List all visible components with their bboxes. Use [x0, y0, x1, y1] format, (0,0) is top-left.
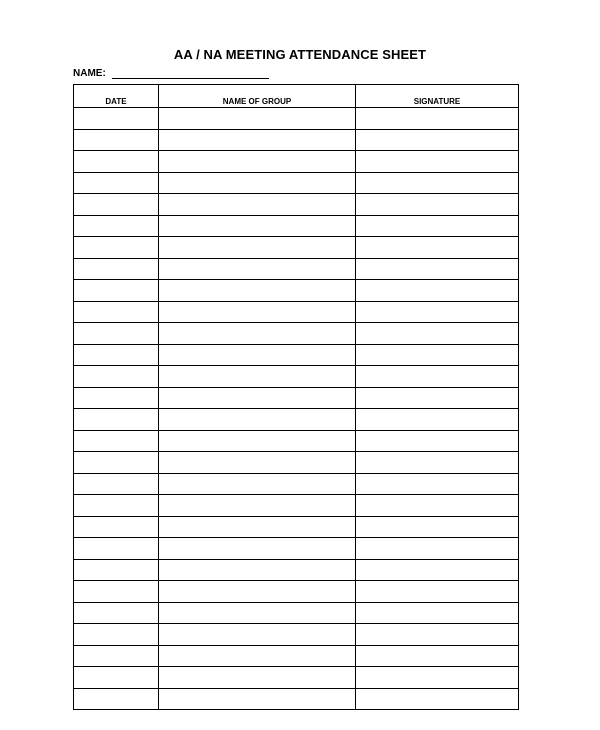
signature-cell[interactable]	[356, 430, 519, 452]
group-cell[interactable]	[159, 688, 356, 710]
group-cell[interactable]	[159, 409, 356, 431]
date-cell[interactable]	[74, 538, 159, 560]
signature-cell[interactable]	[356, 495, 519, 517]
table-row	[74, 409, 519, 431]
date-cell[interactable]	[74, 237, 159, 259]
date-cell[interactable]	[74, 215, 159, 237]
date-cell[interactable]	[74, 645, 159, 667]
signature-cell[interactable]	[356, 366, 519, 388]
date-cell[interactable]	[74, 473, 159, 495]
table-row	[74, 602, 519, 624]
table-row	[74, 581, 519, 603]
table-row	[74, 172, 519, 194]
table-row	[74, 667, 519, 689]
date-cell[interactable]	[74, 258, 159, 280]
group-cell[interactable]	[159, 129, 356, 151]
signature-cell[interactable]	[356, 151, 519, 173]
column-header-group: NAME OF GROUP	[159, 85, 356, 108]
date-cell[interactable]	[74, 366, 159, 388]
date-cell[interactable]	[74, 409, 159, 431]
signature-cell[interactable]	[356, 323, 519, 345]
signature-cell[interactable]	[356, 473, 519, 495]
group-cell[interactable]	[159, 667, 356, 689]
group-cell[interactable]	[159, 215, 356, 237]
date-cell[interactable]	[74, 280, 159, 302]
table-row	[74, 452, 519, 474]
group-cell[interactable]	[159, 516, 356, 538]
signature-cell[interactable]	[356, 667, 519, 689]
name-label: NAME:	[73, 68, 106, 79]
date-cell[interactable]	[74, 452, 159, 474]
group-cell[interactable]	[159, 258, 356, 280]
group-cell[interactable]	[159, 538, 356, 560]
name-blank-line[interactable]	[112, 68, 269, 79]
group-cell[interactable]	[159, 237, 356, 259]
group-cell[interactable]	[159, 301, 356, 323]
date-cell[interactable]	[74, 323, 159, 345]
table-body	[74, 108, 519, 710]
group-cell[interactable]	[159, 581, 356, 603]
signature-cell[interactable]	[356, 581, 519, 603]
date-cell[interactable]	[74, 344, 159, 366]
table-row	[74, 645, 519, 667]
group-cell[interactable]	[159, 387, 356, 409]
signature-cell[interactable]	[356, 387, 519, 409]
signature-cell[interactable]	[356, 538, 519, 560]
group-cell[interactable]	[159, 172, 356, 194]
signature-cell[interactable]	[356, 280, 519, 302]
signature-cell[interactable]	[356, 344, 519, 366]
signature-cell[interactable]	[356, 645, 519, 667]
signature-cell[interactable]	[356, 516, 519, 538]
date-cell[interactable]	[74, 430, 159, 452]
signature-cell[interactable]	[356, 624, 519, 646]
group-cell[interactable]	[159, 194, 356, 216]
column-header-signature: SIGNATURE	[356, 85, 519, 108]
signature-cell[interactable]	[356, 129, 519, 151]
signature-cell[interactable]	[356, 237, 519, 259]
date-cell[interactable]	[74, 172, 159, 194]
group-cell[interactable]	[159, 559, 356, 581]
signature-cell[interactable]	[356, 602, 519, 624]
name-field	[73, 68, 269, 79]
table-row	[74, 280, 519, 302]
signature-cell[interactable]	[356, 108, 519, 130]
table-row	[74, 151, 519, 173]
group-cell[interactable]	[159, 473, 356, 495]
group-cell[interactable]	[159, 366, 356, 388]
table-row	[74, 624, 519, 646]
date-cell[interactable]	[74, 602, 159, 624]
group-cell[interactable]	[159, 344, 356, 366]
signature-cell[interactable]	[356, 172, 519, 194]
table-row	[74, 387, 519, 409]
table-row	[74, 559, 519, 581]
date-cell[interactable]	[74, 559, 159, 581]
signature-cell[interactable]	[356, 409, 519, 431]
table-row	[74, 194, 519, 216]
signature-cell[interactable]	[356, 559, 519, 581]
table-row	[74, 258, 519, 280]
group-cell[interactable]	[159, 452, 356, 474]
date-cell[interactable]	[74, 301, 159, 323]
group-cell[interactable]	[159, 323, 356, 345]
date-cell[interactable]	[74, 667, 159, 689]
attendance-table	[73, 84, 519, 710]
date-cell[interactable]	[74, 581, 159, 603]
group-cell[interactable]	[159, 108, 356, 130]
group-cell[interactable]	[159, 430, 356, 452]
table-row	[74, 495, 519, 517]
group-cell[interactable]	[159, 602, 356, 624]
column-header-date: DATE	[74, 85, 159, 108]
table-row	[74, 215, 519, 237]
table-row	[74, 688, 519, 710]
group-cell[interactable]	[159, 645, 356, 667]
table-row	[74, 366, 519, 388]
group-cell[interactable]	[159, 151, 356, 173]
group-cell[interactable]	[159, 495, 356, 517]
signature-cell[interactable]	[356, 301, 519, 323]
table-row	[74, 301, 519, 323]
table-row	[74, 344, 519, 366]
signature-cell[interactable]	[356, 215, 519, 237]
table-row	[74, 538, 519, 560]
date-cell[interactable]	[74, 108, 159, 130]
date-cell[interactable]	[74, 194, 159, 216]
group-cell[interactable]	[159, 280, 356, 302]
table-header-row	[74, 85, 519, 108]
table-row	[74, 323, 519, 345]
date-cell[interactable]	[74, 688, 159, 710]
signature-cell[interactable]	[356, 688, 519, 710]
date-cell[interactable]	[74, 516, 159, 538]
table-row	[74, 430, 519, 452]
signature-cell[interactable]	[356, 258, 519, 280]
signature-cell[interactable]	[356, 452, 519, 474]
table-row	[74, 237, 519, 259]
group-cell[interactable]	[159, 624, 356, 646]
table-row	[74, 108, 519, 130]
date-cell[interactable]	[74, 624, 159, 646]
table-row	[74, 516, 519, 538]
date-cell[interactable]	[74, 129, 159, 151]
page-title: AA / NA MEETING ATTENDANCE SHEET	[173, 47, 427, 62]
signature-cell[interactable]	[356, 194, 519, 216]
date-cell[interactable]	[74, 151, 159, 173]
date-cell[interactable]	[74, 495, 159, 517]
date-cell[interactable]	[74, 387, 159, 409]
table-row	[74, 129, 519, 151]
table-row	[74, 473, 519, 495]
